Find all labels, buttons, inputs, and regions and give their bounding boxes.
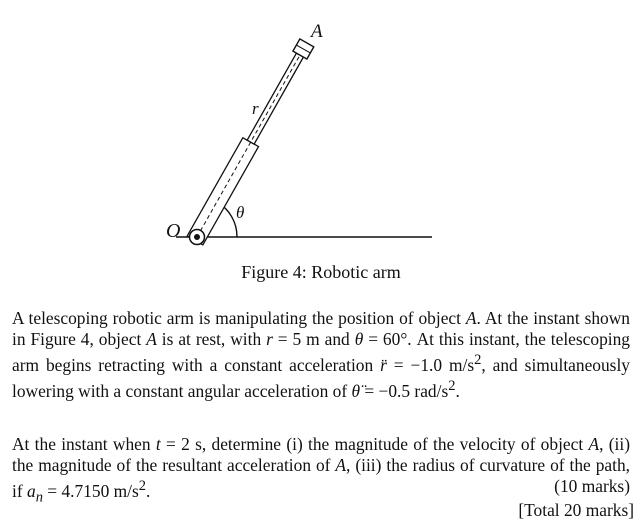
p1-text: = −0.5 rad/s — [360, 380, 449, 401]
p2-text: . — [146, 480, 151, 501]
var-theta: θ — [354, 329, 364, 349]
p2-text: , (ii) the magnitude of the resultant acceleration of — [12, 434, 630, 475]
p1-text: = 60°. At this instant, the telescoping arm begins retracting with a constant acceleration — [12, 329, 631, 375]
p2-text: = 2 s, determine (i) the magnitude of the velocity of object — [160, 434, 589, 454]
p1-text: = −1.0 m/s — [386, 354, 475, 375]
var-a: A — [588, 434, 600, 454]
question-paragraph-1 — [12, 308, 630, 402]
var-theta-ddot: θ̈ — [351, 380, 361, 401]
superscript: 2 — [138, 478, 146, 494]
robotic-arm-figure — [0, 0, 642, 250]
telescoping-arm — [187, 38, 314, 244]
question-paragraph-2 — [12, 434, 630, 508]
superscript: 2 — [448, 377, 456, 394]
subscript-n — [36, 489, 43, 505]
pivot-dot — [194, 234, 200, 240]
p2-text: = 4.7150 m/s — [42, 480, 139, 501]
var-t: t — [155, 434, 161, 454]
p2-text: At the instant when — [12, 434, 156, 454]
p1-text: , and simultaneously lowering with a constant angular acceleration of — [12, 354, 630, 401]
p1-text: . — [455, 380, 460, 401]
superscript: 2 — [474, 352, 482, 368]
var-a: A — [335, 455, 347, 475]
figure-caption: Figure 4: Robotic arm — [241, 262, 401, 282]
var-a: A — [465, 308, 477, 328]
var-r: r — [266, 329, 273, 349]
p2-text: , (iii) the radius of curvature of the path, if — [12, 455, 630, 501]
p1-text: . At the instant shown in Figure 4, object — [12, 308, 630, 349]
label-a: A — [311, 21, 323, 42]
subscript-n-text: n — [35, 489, 43, 506]
label-o: O — [166, 220, 181, 242]
marks-label: (10 marks) — [554, 476, 630, 496]
p1-text: is at rest, with — [156, 329, 267, 349]
p1-text: A telescoping robotic arm is manipulating the position of object — [12, 308, 466, 328]
p1-text: = 5 m and — [272, 329, 355, 349]
var-a: A — [146, 329, 157, 349]
var-a-n: a — [26, 480, 36, 501]
label-theta: θ — [236, 203, 245, 222]
label-r: r — [252, 99, 259, 118]
total-marks-partial: [Total 20 marks] — [518, 500, 634, 520]
var-r-ddot: r̈ — [380, 354, 387, 375]
